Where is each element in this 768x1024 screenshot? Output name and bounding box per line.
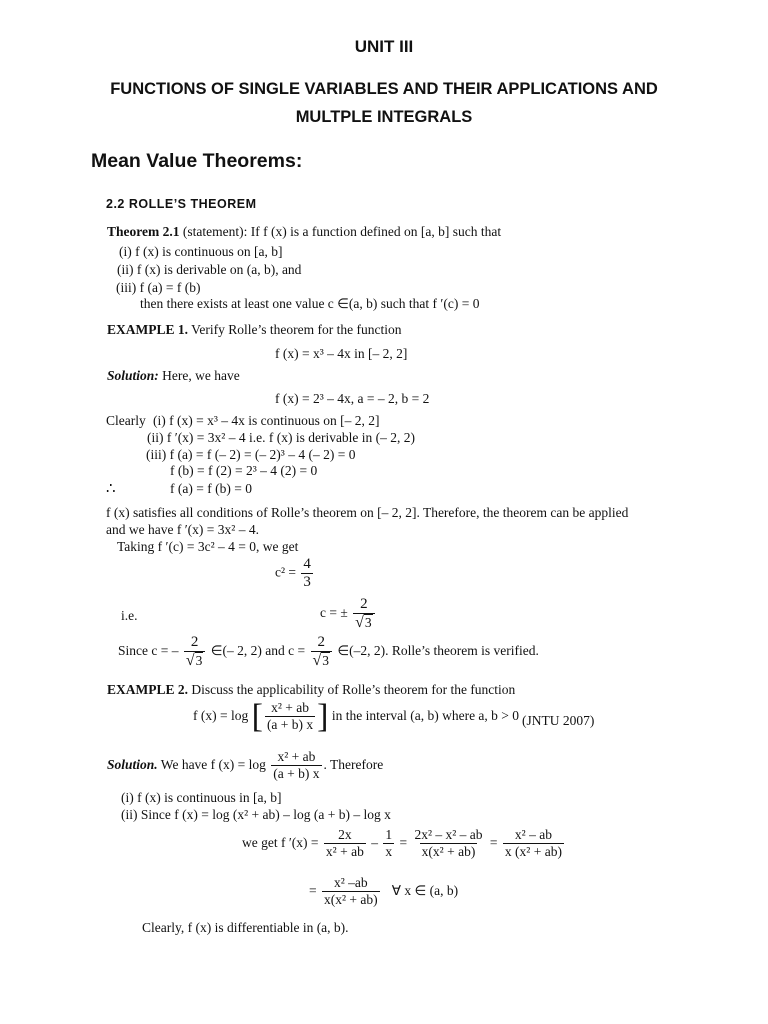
example1-check-2: (ii) f ′(x) = 3x² – 4 i.e. f (x) is derivable in (– 2, 2) <box>147 430 416 445</box>
example1-label: EXAMPLE 1. <box>107 322 188 337</box>
forall-text: ∀ x ∈ (a, b) <box>391 882 459 898</box>
example1-statement <box>107 322 401 338</box>
fraction-denominator: x (x² + ab) <box>504 843 562 859</box>
sqrt-symbol: √3 <box>185 651 203 669</box>
example2-solution <box>107 750 383 781</box>
fraction-numerator: 4 <box>303 556 311 572</box>
c-squared-equation <box>275 556 315 591</box>
fraction-denominator: x(x² + ab) <box>421 843 476 859</box>
example2-step-1: (i) f (x) is continuous in [a, b] <box>121 790 282 805</box>
fraction-4-3 <box>301 556 313 591</box>
example1-text: Verify Rolle’s theorem for the function <box>188 322 402 337</box>
example2-log-fraction <box>265 701 315 732</box>
sqrt-radicand: 3 <box>322 652 330 668</box>
fraction-denominator <box>184 651 206 670</box>
example2-f-lhs: f (x) = log <box>193 708 249 724</box>
therefore-symbol: ∴ <box>106 481 116 497</box>
solution-log-fraction <box>271 750 321 781</box>
fraction-numerator: x² + ab <box>277 749 316 764</box>
term4-fraction <box>503 828 564 859</box>
term5-fraction <box>322 876 380 907</box>
solution-text: Here, we have <box>158 368 240 383</box>
sqrt-symbol: √3 <box>355 613 372 631</box>
fraction-numerator: 1 <box>385 827 393 842</box>
equals-sign: = <box>399 834 408 850</box>
example1-function: f (x) = x³ – 4x in [– 2, 2] <box>275 346 408 361</box>
fraction-numerator: x² + ab <box>271 700 309 716</box>
example2-text: Discuss the applicability of Rolle’s theorem for the function <box>188 682 516 697</box>
example1-eq1: f (x) = 2³ – 4x, a = – 2, b = 2 <box>275 391 430 406</box>
page-title-line1: FUNCTIONS OF SINGLE VARIABLES AND THEIR APPLICATIONS AND <box>110 80 658 98</box>
example1-check-5: f (a) = f (b) = 0 <box>170 481 252 496</box>
theorem-statement <box>107 224 501 240</box>
c-squared-lhs: c² = <box>275 564 297 580</box>
example2-interval: in the interval (a, b) where a, b > 0 <box>331 708 520 724</box>
derivative-simplified <box>309 876 458 907</box>
fraction-denominator <box>311 651 333 670</box>
term1-fraction <box>324 828 366 859</box>
condition-1: (i) f (x) is continuous on [a, b] <box>119 244 283 259</box>
jntu-reference: (JNTU 2007) <box>522 713 595 728</box>
example2-statement <box>107 682 515 698</box>
example1-check-1: (i) f (x) = x³ – 4x is continuous on [– 2, 2] <box>153 413 380 428</box>
weget-text: we get f ′(x) = <box>242 834 319 850</box>
solution-text-b: . Therefore <box>323 756 384 772</box>
theorem-label: Theorem 2.1 <box>107 224 180 239</box>
fraction-numerator: x² – ab <box>514 827 552 842</box>
fraction-numerator: 2 <box>190 634 199 650</box>
c-value-lhs: c = ± <box>320 605 348 621</box>
rolle-heading: 2.2 ROLLE’S THEOREM <box>106 197 257 211</box>
term2-fraction <box>383 828 394 859</box>
term3-fraction <box>412 828 484 859</box>
fraction-denominator: 3 <box>303 573 311 590</box>
example1-solution <box>107 368 240 384</box>
section-heading: Mean Value Theorems: <box>91 150 303 172</box>
theorem-conclusion: then there exists at least one value c ∈(a, b) such that f ′(c) = 0 <box>140 296 480 311</box>
fraction-numerator: 2x <box>338 827 352 842</box>
example2-conclusion: Clearly, f (x) is differentiable in (a, b). <box>142 920 349 935</box>
example1-check-4: f (b) = f (2) = 2³ – 4 (2) = 0 <box>170 463 318 478</box>
example1-taking: Taking f ′(c) = 3c² – 4 = 0, we get <box>117 539 299 554</box>
since-line <box>118 634 539 670</box>
since-text-c: ∈(–2, 2). Rolle’s theorem is verified. <box>337 643 539 659</box>
example2-step-2: (ii) Since f (x) = log (x² + ab) – log (a + b) – log x <box>121 807 391 822</box>
sqrt-radicand: 3 <box>364 614 372 630</box>
solution-label: Solution: <box>107 368 159 383</box>
sqrt-radicand: 3 <box>195 652 203 668</box>
clearly-label: Clearly <box>106 413 146 428</box>
solution-label: Solution. <box>107 756 158 772</box>
example2-label: EXAMPLE 2. <box>107 682 188 697</box>
theorem-text: (statement): If f (x) is a function defined on [a, b] such that <box>179 224 502 239</box>
solution-text-a: We have f (x) = log <box>157 756 266 772</box>
equals-sign: = <box>489 834 498 850</box>
ie-label: i.e. <box>121 608 138 623</box>
condition-2: (ii) f (x) is derivable on (a, b), and <box>117 262 302 277</box>
fraction-numerator: 2 <box>317 634 326 650</box>
example1-check-3: (iii) f (a) = f (– 2) = (– 2)³ – 4 (– 2) = 0 <box>146 447 356 462</box>
equals-sign: = <box>309 882 317 898</box>
fraction-numerator: 2 <box>360 596 368 612</box>
example2-function: f (x) = log [ $\frac{\text{x² + ab}}{(a + b) x}$ ] in the interval (a, b) where a, b > 0 <box>193 698 520 735</box>
since-text-a: Since c = – <box>118 643 179 659</box>
minus-sign: – <box>371 834 378 850</box>
fraction-2-root3 <box>353 596 375 632</box>
fraction-denominator: x(x² + ab) <box>324 891 378 907</box>
fraction-numerator: x² –ab <box>333 875 368 890</box>
fraction-denominator <box>353 613 375 632</box>
fraction-denominator: (a + b) x <box>266 717 314 733</box>
example1-para-line1: f (x) satisfies all conditions of Rolle’s theorem on [– 2, 2]. Therefore, the theorem can be applied <box>106 505 629 520</box>
derivative-equation <box>242 828 566 859</box>
fraction-denominator: x <box>385 843 393 859</box>
since-text-b: ∈(– 2, 2) and c = <box>210 643 306 659</box>
sqrt-symbol: √3 <box>312 651 330 669</box>
condition-3: (iii) f (a) = f (b) <box>116 280 201 295</box>
fraction-2-root3-neg <box>184 634 206 670</box>
unit-title: UNIT III <box>354 37 414 56</box>
fraction-2-root3-pos <box>311 634 333 670</box>
fraction-denominator: (a + b) x <box>273 765 320 781</box>
example1-para-line2: and we have f ′(x) = 3x² – 4. <box>106 522 259 537</box>
fraction-denominator: x² + ab <box>325 843 364 859</box>
page-title-line2: MULTPLE INTEGRALS <box>295 108 473 126</box>
c-value-equation <box>320 596 377 632</box>
fraction-numerator: 2x² – x² – ab <box>414 827 483 842</box>
